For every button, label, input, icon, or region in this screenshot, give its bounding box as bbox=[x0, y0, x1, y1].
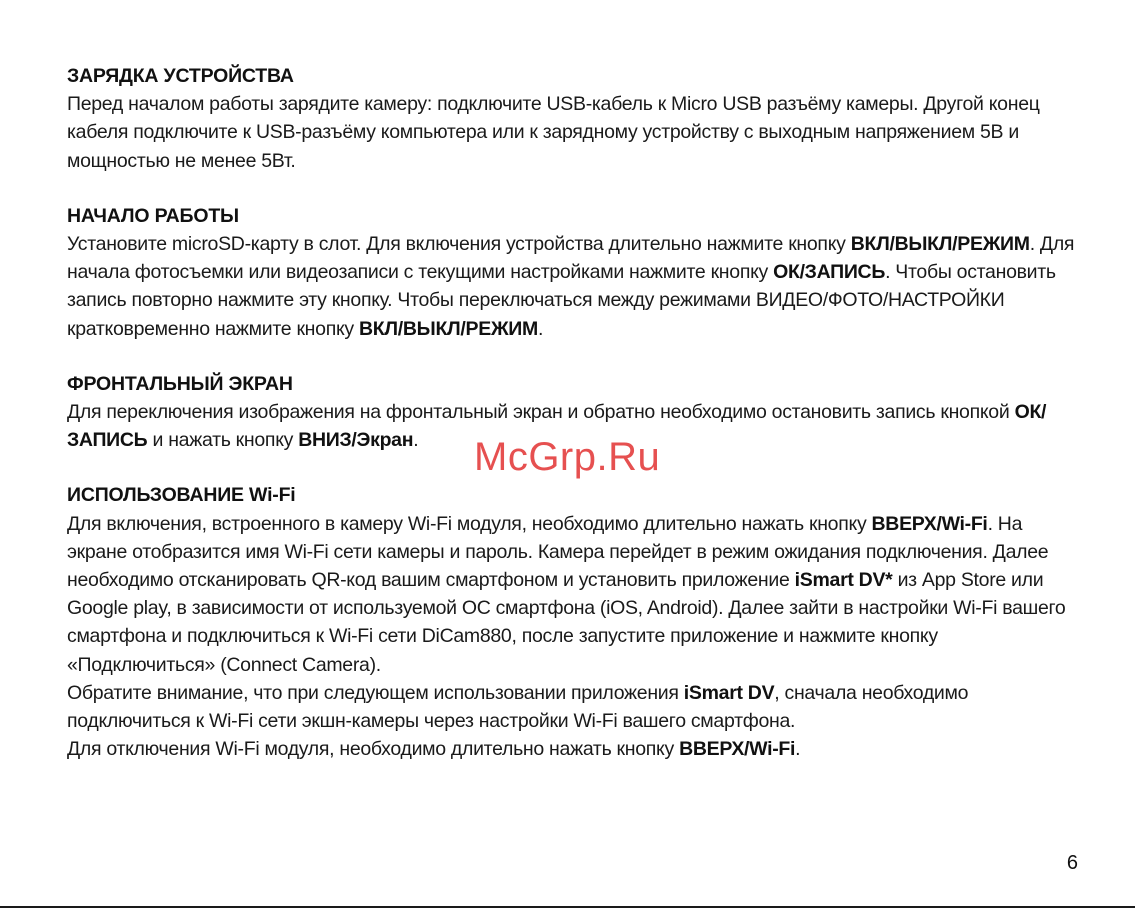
text-run: и нажать кнопку bbox=[147, 429, 299, 452]
button-name-power-mode: ВКЛ/ВЫКЛ/РЕЖИМ bbox=[850, 233, 1030, 256]
button-name-ok-record: ОК/ЗАПИСЬ bbox=[67, 401, 1047, 452]
manual-page bbox=[67, 62, 1077, 790]
section-text-wifi-2 bbox=[67, 679, 1077, 735]
section-title-front-screen: ФРОНТАЛЬНЫЙ ЭКРАН bbox=[67, 372, 293, 395]
section-text-charging: Перед началом работы зарядите камеру: подключите USB-кабель к Micro USB разъёму камеры. Другой конец кабеля подключите к USB-разъёму компьютера или к зарядному устройству с выходным напряжением 5В и мощностью не менее 5Вт. bbox=[67, 93, 1040, 172]
text-run: Для переключения изображения на фронтальный экран и обратно необходимо остановить запись кнопкой bbox=[67, 401, 1015, 424]
section-text-wifi-1 bbox=[67, 510, 1077, 679]
section-text-front-screen bbox=[67, 398, 1077, 454]
app-name: iSmart DV bbox=[683, 681, 775, 704]
watermark: McGrp.Ru bbox=[474, 435, 661, 479]
section-title-wifi: ИСПОЛЬЗОВАНИЕ Wi-Fi bbox=[67, 484, 296, 507]
section-wifi bbox=[67, 481, 1077, 763]
text-run: Для включения, встроенного в камеру Wi-Fi модуля, необходимо длительно нажать кнопку bbox=[67, 512, 872, 535]
section-front-screen bbox=[67, 370, 1077, 455]
text-run: , сначала необходимо подключиться к Wi-Fi сети экшн-камеры через настройки Wi-Fi вашего смартфона. bbox=[67, 681, 969, 733]
app-name: iSmart DV* bbox=[794, 569, 893, 592]
button-name-up-wifi: ВВЕРХ/Wi-Fi bbox=[679, 738, 796, 761]
section-title-charging: ЗАРЯДКА УСТРОЙСТВА bbox=[67, 65, 294, 87]
button-name-up-wifi: ВВЕРХ/Wi-Fi bbox=[871, 512, 988, 535]
text-run: . На экране отобразится имя Wi-Fi сети камеры и пароль. Камера перейдет в режим ожидания подключения. Далее необходимо отсканировать QR-код вашим смартфоном и установить приложение bbox=[67, 512, 1049, 592]
button-name-power-mode: ВКЛ/ВЫКЛ/РЕЖИМ bbox=[358, 317, 538, 340]
page-number: 6 bbox=[1066, 852, 1078, 874]
section-start bbox=[67, 202, 1077, 343]
text-run: Установите microSD-карту в слот. Для включения устройства длительно нажмите кнопку bbox=[67, 233, 851, 256]
text-run: . bbox=[413, 429, 419, 452]
section-text-start bbox=[67, 230, 1077, 343]
text-run: . Чтобы остановить запись повторно нажмите эту кнопку. Чтобы переключаться между режимами ВИДЕО/ФОТО/НАСТРОЙКИ кратковременно нажмите кнопку bbox=[67, 261, 1056, 340]
button-name-down-screen: ВНИЗ/Экран bbox=[298, 429, 414, 452]
text-run: Для отключения Wi-Fi модуля, необходимо длительно нажать кнопку bbox=[67, 738, 680, 761]
button-name-ok-record: ОК/ЗАПИСЬ bbox=[773, 261, 886, 284]
section-charging bbox=[67, 62, 1077, 175]
text-run: . Для начала фотосъемки или видеозаписи с текущими настройками нажмите кнопку bbox=[67, 233, 1075, 284]
text-run: Обратите внимание, что при следующем использовании приложения bbox=[67, 681, 684, 704]
section-text-wifi-3 bbox=[67, 735, 1077, 763]
text-run: . bbox=[795, 738, 801, 761]
section-title-start: НАЧАЛО РАБОТЫ bbox=[67, 204, 239, 227]
text-run: из App Store или Google play, в зависимости от используемой ОС смартфона (iOS, Android). Далее зайти в настройки Wi-Fi вашего смартфона и подключиться к Wi-Fi сети DiCam880, после запустите приложение и нажмите кнопку «Подключиться» (Connect Camera). bbox=[67, 569, 1066, 676]
text-run: . bbox=[537, 317, 544, 340]
